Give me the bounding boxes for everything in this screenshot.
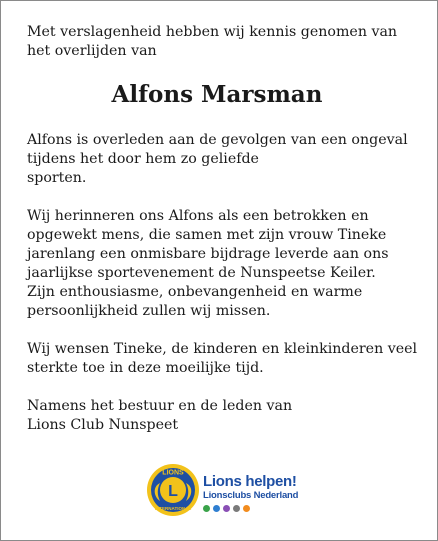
text-line: sporten. — [27, 170, 87, 186]
text-line: persoonlijkheid zullen wij missen. — [27, 303, 271, 319]
text-line: Zijn enthousiasme, onbevangenheid en warme — [27, 284, 363, 300]
dot-icon — [213, 505, 220, 512]
lions-logo — [146, 463, 316, 519]
text-line: sterkte toe in deze moeilijke tijd. — [27, 360, 264, 376]
paragraph-1 — [27, 131, 419, 188]
deceased-name: Alfons Marsman — [111, 81, 323, 108]
lions-emblem-icon — [146, 463, 200, 517]
intro-text: Met verslagenheid hebben wij kennis genomen van het overlijden van — [27, 24, 398, 59]
text-line: Alfons is overleden aan de gevolgen van een ongeval — [27, 132, 408, 148]
text-line: Wij herinneren ons Alfons als een betrokken en — [27, 208, 369, 224]
emblem-top-text: LIONS — [162, 469, 184, 477]
paragraph-2 — [27, 207, 419, 321]
emblem-letter: L — [168, 483, 178, 500]
paragraph-3 — [27, 340, 419, 378]
logo-title: Lions helpen! — [203, 473, 297, 490]
text-line: Namens het bestuur en de leden van — [27, 398, 293, 414]
text-line: jaarlijkse sportevenement de Nunspeetse Keiler. — [27, 265, 376, 281]
logo-subtitle: Lionsclubs Nederland — [203, 490, 299, 501]
dot-icon — [203, 505, 210, 512]
closing — [27, 397, 419, 435]
text-line: opgewekt mens, die samen met zijn vrouw Tineke — [27, 227, 387, 243]
logo-dots — [203, 505, 298, 512]
logo-text — [203, 473, 298, 512]
text-line: tijdens het door hem zo geliefde — [27, 151, 259, 167]
notice-content — [27, 23, 419, 435]
dot-icon — [233, 505, 240, 512]
emblem-bottom-text: INTERNATIONAL — [154, 506, 192, 511]
text-line: Wij wensen Tineke, de kinderen en kleinkinderen veel — [27, 341, 418, 357]
text-line: Lions Club Nunspeet — [27, 417, 179, 433]
dot-icon — [243, 505, 250, 512]
text-line: jarenlang een onmisbare bijdrage leverde aan ons — [27, 246, 389, 262]
dot-icon — [223, 505, 230, 512]
